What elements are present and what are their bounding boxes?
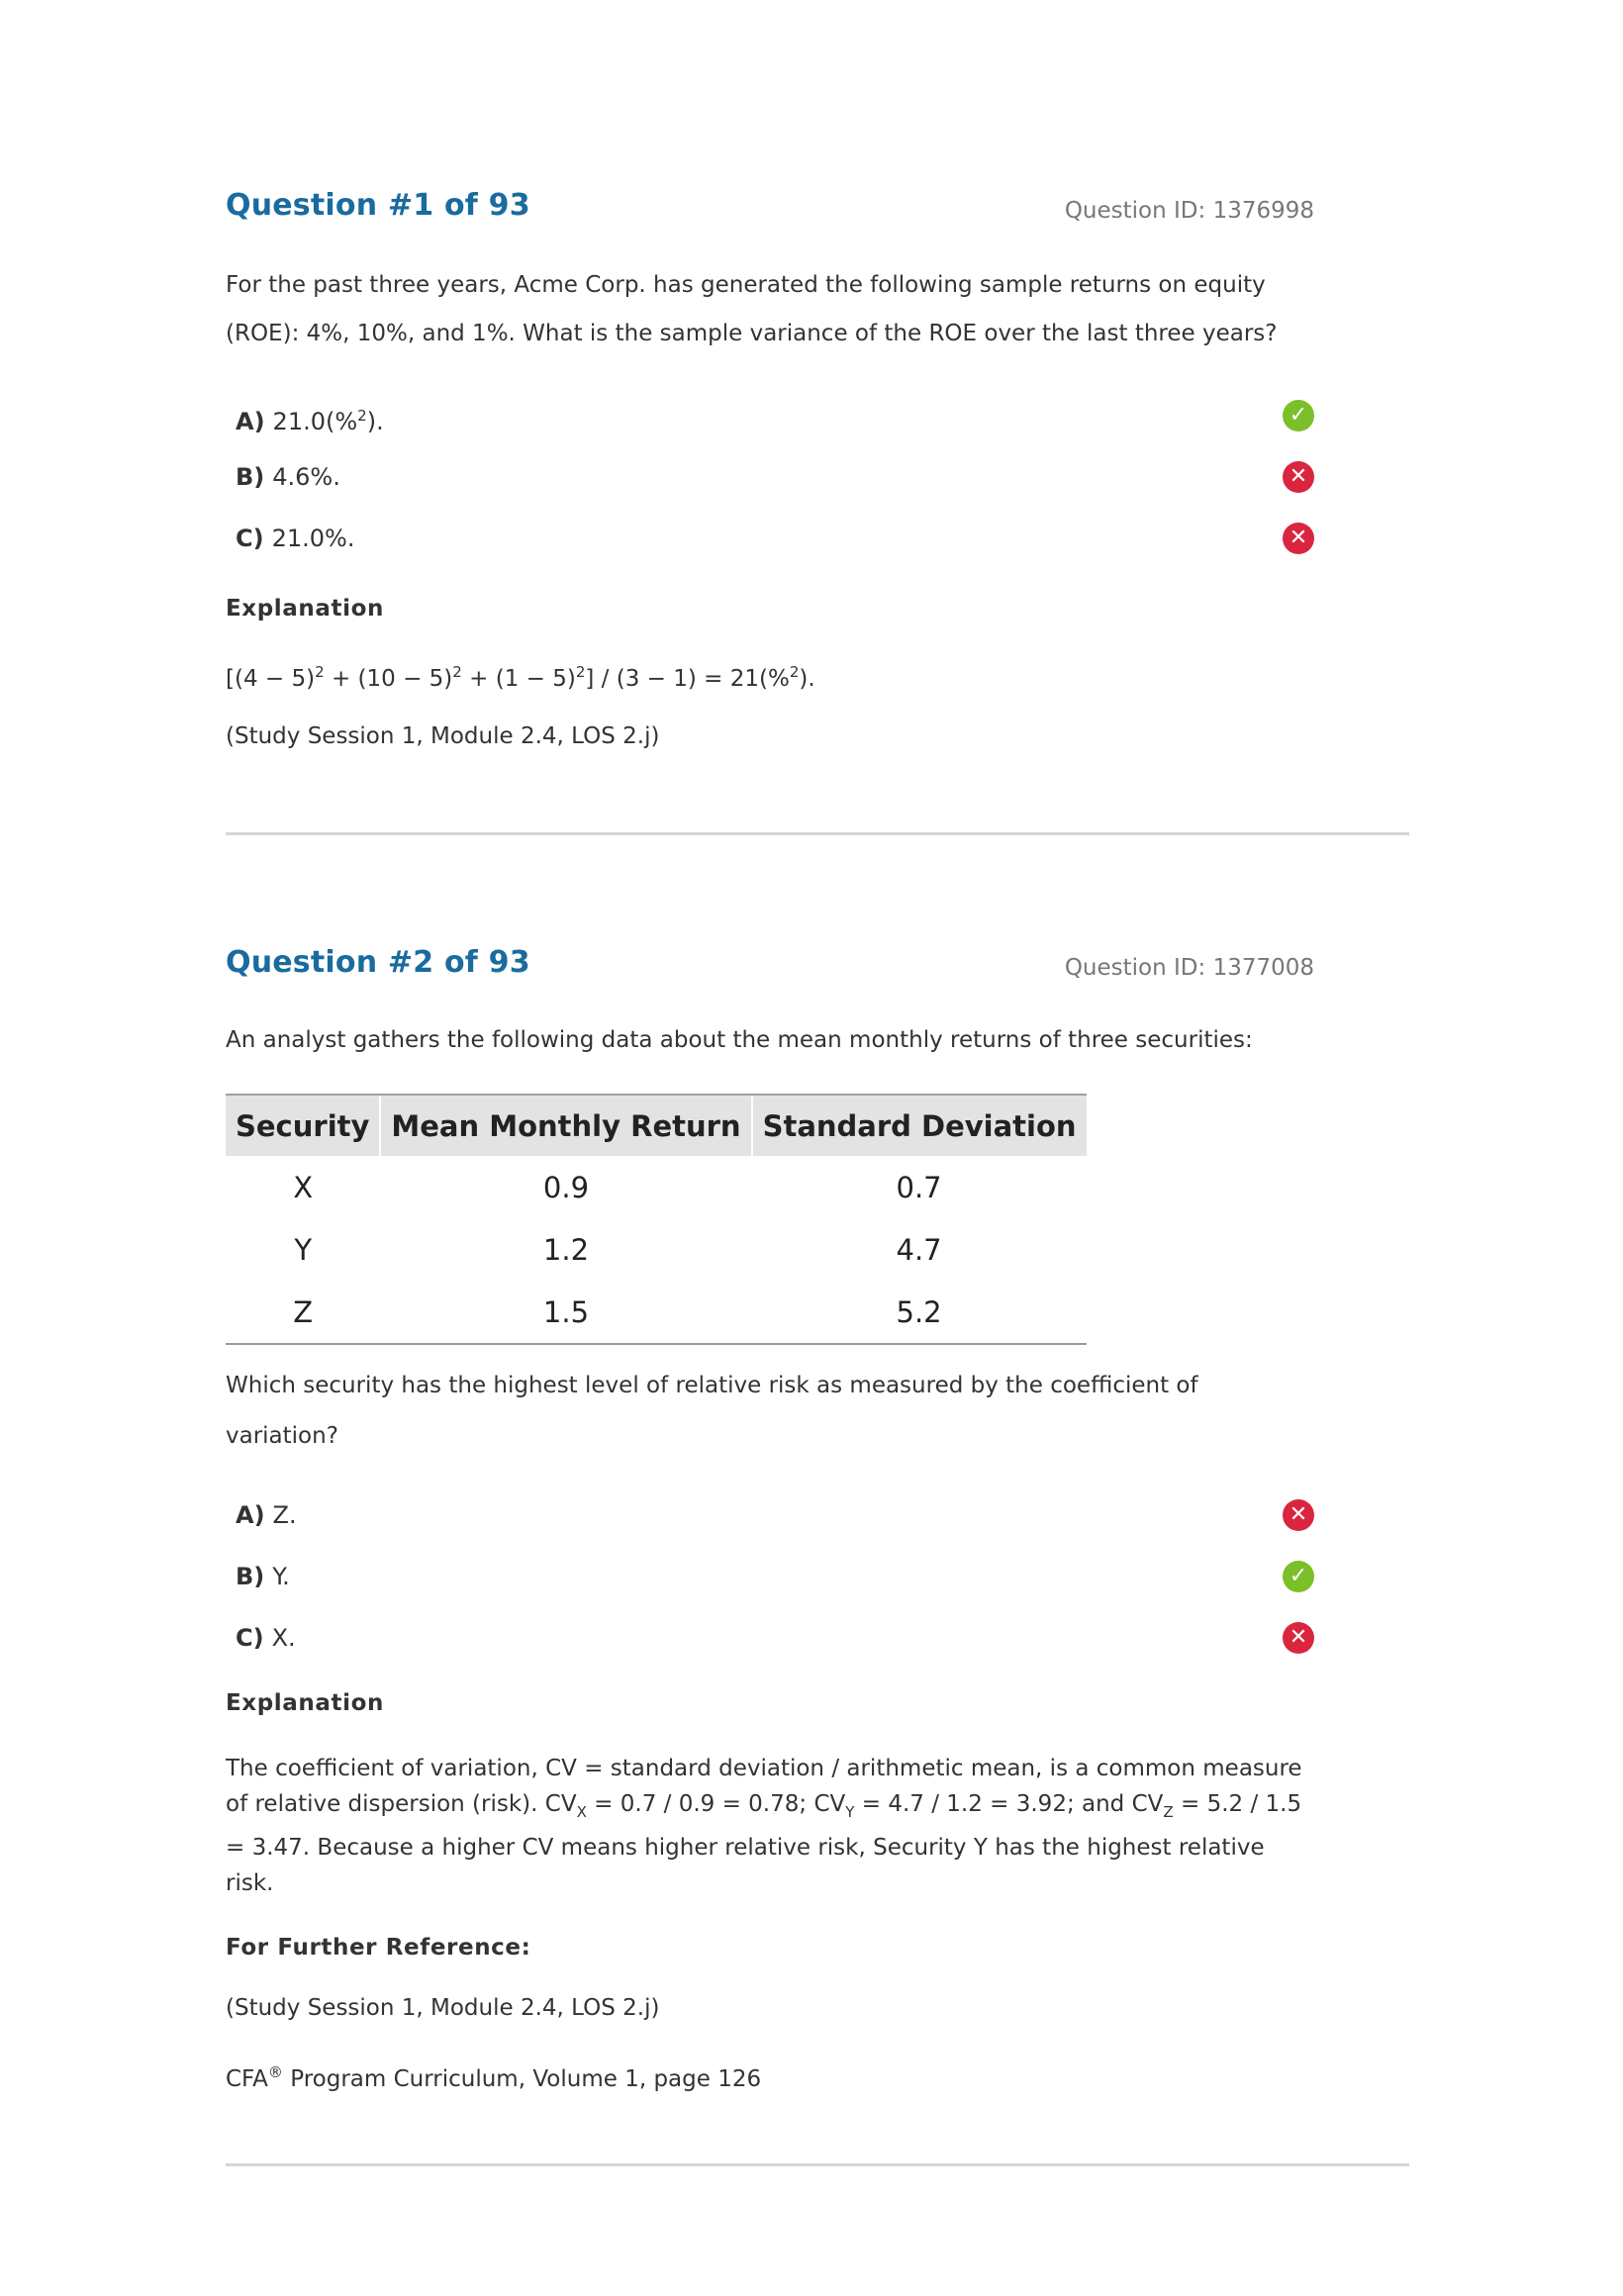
answer-choice-a [226, 385, 1314, 446]
further-reference-heading: For Further Reference: [226, 1935, 531, 1961]
answer-choice-a [226, 1484, 1314, 1546]
question-title: Question #1 of 93 [226, 188, 530, 223]
question-2 [226, 945, 1409, 2092]
choice-letter: A) [236, 1501, 265, 1529]
answer-choice-c [226, 1607, 1314, 1669]
question-id: Question ID: 1377008 [1064, 955, 1314, 981]
table-header: Standard Deviation [752, 1095, 1087, 1156]
question-id: Question ID: 1376998 [1064, 198, 1314, 224]
reference-text: (Study Session 1, Module 2.4, LOS 2.j) [226, 1995, 660, 2021]
divider [226, 832, 1409, 835]
table-cell: Y [294, 1232, 313, 1267]
question-header [226, 945, 1314, 985]
answer-choices [226, 385, 1314, 569]
choice-text: X. [271, 1624, 296, 1652]
table-header-row [226, 1095, 1087, 1156]
table-cell: 4.7 [896, 1232, 942, 1267]
choice-letter: C) [236, 525, 264, 552]
question-title: Question #2 of 93 [226, 945, 530, 980]
x-circle-icon: ✕ [1283, 1499, 1314, 1531]
x-circle-icon: ✕ [1283, 461, 1314, 493]
table-cell: 1.2 [542, 1232, 590, 1267]
reference-text: (Study Session 1, Module 2.4, LOS 2.j) [226, 723, 660, 749]
answer-choices [226, 1484, 1314, 1669]
question-prompt: Which security has the highest level of relative risk as measured by the coefficient of variation? [226, 1373, 1198, 1449]
x-circle-icon: ✕ [1283, 523, 1314, 554]
table-row [226, 1156, 1087, 1218]
choice-letter: C) [236, 1624, 264, 1652]
choice-text: 4.6%. [272, 463, 340, 491]
answer-choice-b [226, 1546, 1314, 1607]
answer-choice-c [226, 508, 1314, 569]
curriculum-text: CFA® Program Curriculum, Volume 1, page 126 [226, 2063, 762, 2092]
explanation-heading: Explanation [226, 596, 384, 622]
securities-table [226, 1094, 1087, 1345]
x-circle-icon: ✕ [1283, 1622, 1314, 1654]
question-1 [226, 188, 1409, 749]
explanation-heading: Explanation [226, 1690, 384, 1716]
table-row [226, 1218, 1087, 1281]
table-row [226, 1281, 1087, 1344]
check-circle-icon: ✓ [1283, 400, 1314, 431]
table-cell: 0.7 [896, 1170, 942, 1204]
question-prompt: For the past three years, Acme Corp. has generated the following sample returns on equity (ROE): 4%, 10%, and 1%. What is the sample variance of the ROE over the last three years? [226, 272, 1278, 346]
table-header: Security [226, 1095, 380, 1156]
choice-letter: B) [236, 463, 265, 491]
check-circle-icon: ✓ [1283, 1561, 1314, 1592]
explanation-text: The coefficient of variation, CV = standard deviation / arithmetic mean, is a common measure of relative dispersion (risk). $CV_X = 0.7 / 0.9 = 0.78$; $CV_Y = 4.7 / 1.2 = 3.92$; and $CV_Z = 5.2 / 1.5 = 3.47$. Because a higher CV means higher relative risk, Security Y has the highest relative risk. [226, 1756, 1302, 1896]
choice-text: Z. [272, 1501, 297, 1529]
choice-text: 21.0(%$^2$). [272, 407, 384, 435]
table-cell: 0.9 [542, 1170, 590, 1204]
choice-letter: A) [236, 408, 265, 435]
choice-text: Y. [272, 1563, 290, 1590]
choice-letter: B) [236, 1563, 265, 1590]
divider [226, 2163, 1409, 2166]
table-header: Mean Monthly Return [380, 1095, 751, 1156]
table-cell: 5.2 [752, 1281, 1087, 1344]
question-intro: An analyst gathers the following data about the mean monthly returns of three securities: [226, 1027, 1253, 1053]
question-header [226, 188, 1314, 228]
table-cell: 1.5 [380, 1281, 751, 1344]
answer-choice-b [226, 446, 1314, 508]
table-cell: Z [226, 1281, 380, 1344]
explanation-text: $[(4 - 5)^2 + (10 - 5)^2 + (1 - 5)^2] / (3 - 1) = 21(\%^2)$. [226, 663, 815, 692]
table-cell: X [293, 1170, 314, 1204]
choice-text: 21.0%. [271, 525, 355, 552]
